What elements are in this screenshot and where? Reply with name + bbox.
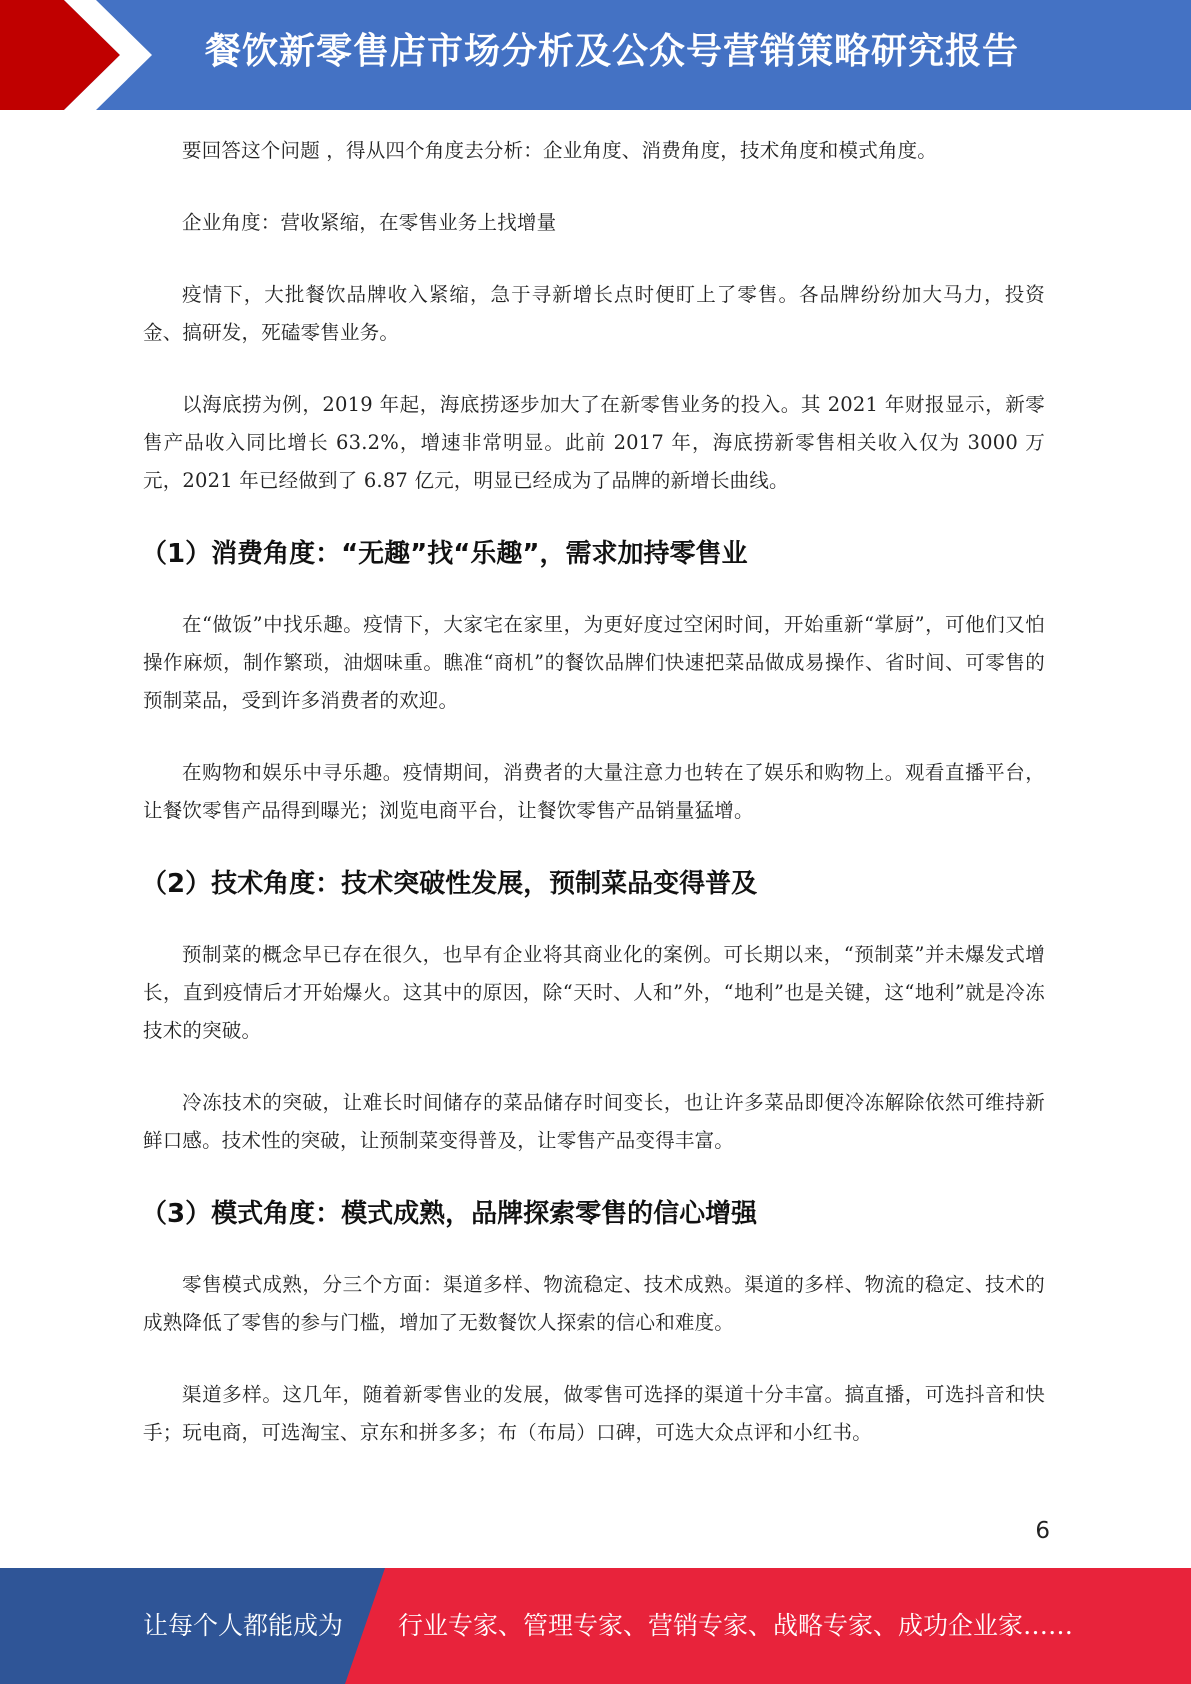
page-number: 6: [1035, 1518, 1050, 1544]
footer-expert-list: 行业专家、管理专家、营销专家、战略专家、成功企业家……: [398, 1611, 1074, 1640]
paragraph: 在购物和娱乐中寻乐趣。疫情期间，消费者的大量注意力也转在了娱乐和购物上。观看直播平台，让餐饮零售产品得到曝光；浏览电商平台，让餐饮零售产品销量猛增。: [143, 761, 1045, 822]
paragraph: 冷冻技术的突破，让难长时间储存的菜品储存时间变长，也让许多菜品即便冷冻解除依然可维持新鲜口感。技术性的突破，让预制菜变得普及，让零售产品变得丰富。: [143, 1091, 1045, 1152]
paragraph: 预制菜的概念早已存在很久，也早有企业将其商业化的案例。可长期以来，“预制菜”并未爆发式增长，直到疫情后才开始爆火。这其中的原因，除“天时、人和”外，“地利”也是关键，这“地利”就是冷冻技术的突破。: [143, 943, 1045, 1042]
paragraph: 渠道多样。这几年，随着新零售业的发展，做零售可选择的渠道十分丰富。搞直播，可选抖音和快手；玩电商，可选淘宝、京东和拼多多；布（布局）口碑，可选大众点评和小红书。: [143, 1383, 1045, 1444]
footer-slogan: 让每个人都能成为: [143, 1611, 344, 1640]
page-header: [0, 0, 1191, 110]
section-heading: （1）消费角度：“无趣”找“乐趣”，需求加持零售业: [141, 539, 748, 569]
header-arrow-decoration: [0, 0, 160, 110]
paragraph: 疫情下，大批餐饮品牌收入紧缩，急于寻新增长点时便盯上了零售。各品牌纷纷加大马力，投资金、搞研发，死磕零售业务。: [143, 283, 1045, 344]
paragraph: 企业角度：营收紧缩，在零售业务上找增量: [182, 211, 557, 234]
document-body: [143, 132, 1045, 1486]
paragraph: 要回答这个问题 ，得从四个角度去分析：企业角度、消费角度，技术角度和模式角度。: [182, 139, 937, 162]
header-title: 餐饮新零售店市场分析及公众号营销策略研究报告: [205, 31, 1020, 72]
page-footer: [0, 1568, 1191, 1684]
paragraph: 在“做饭”中找乐趣。疫情下，大家宅在家里，为更好度过空闲时间，开始重新“掌厨”，可他们又怕操作麻烦，制作繁琐，油烟味重。瞧准“商机”的餐饮品牌们快速把菜品做成易操作、省时间、可零售的预制菜品，受到许多消费者的欢迎。: [143, 613, 1045, 712]
paragraph: 零售模式成熟，分三个方面：渠道多样、物流稳定、技术成熟。渠道的多样、物流的稳定、技术的成熟降低了零售的参与门槛，增加了无数餐饮人探索的信心和难度。: [143, 1273, 1045, 1334]
section-heading: （3）模式角度：模式成熟，品牌探索零售的信心增强: [141, 1199, 758, 1229]
section-heading: （2）技术角度：技术突破性发展，预制菜品变得普及: [141, 869, 758, 899]
paragraph: 以海底捞为例，2019 年起，海底捞逐步加大了在新零售业务的投入。其 2021 年财报显示，新零售产品收入同比增长 63.2%，增速非常明显。此前 2017 年，海底捞新零售相关收入仅为 3000 万元，2021 年已经做到了 6.87 亿元，明显已经成为了品牌的新增长曲线。: [143, 393, 1045, 492]
